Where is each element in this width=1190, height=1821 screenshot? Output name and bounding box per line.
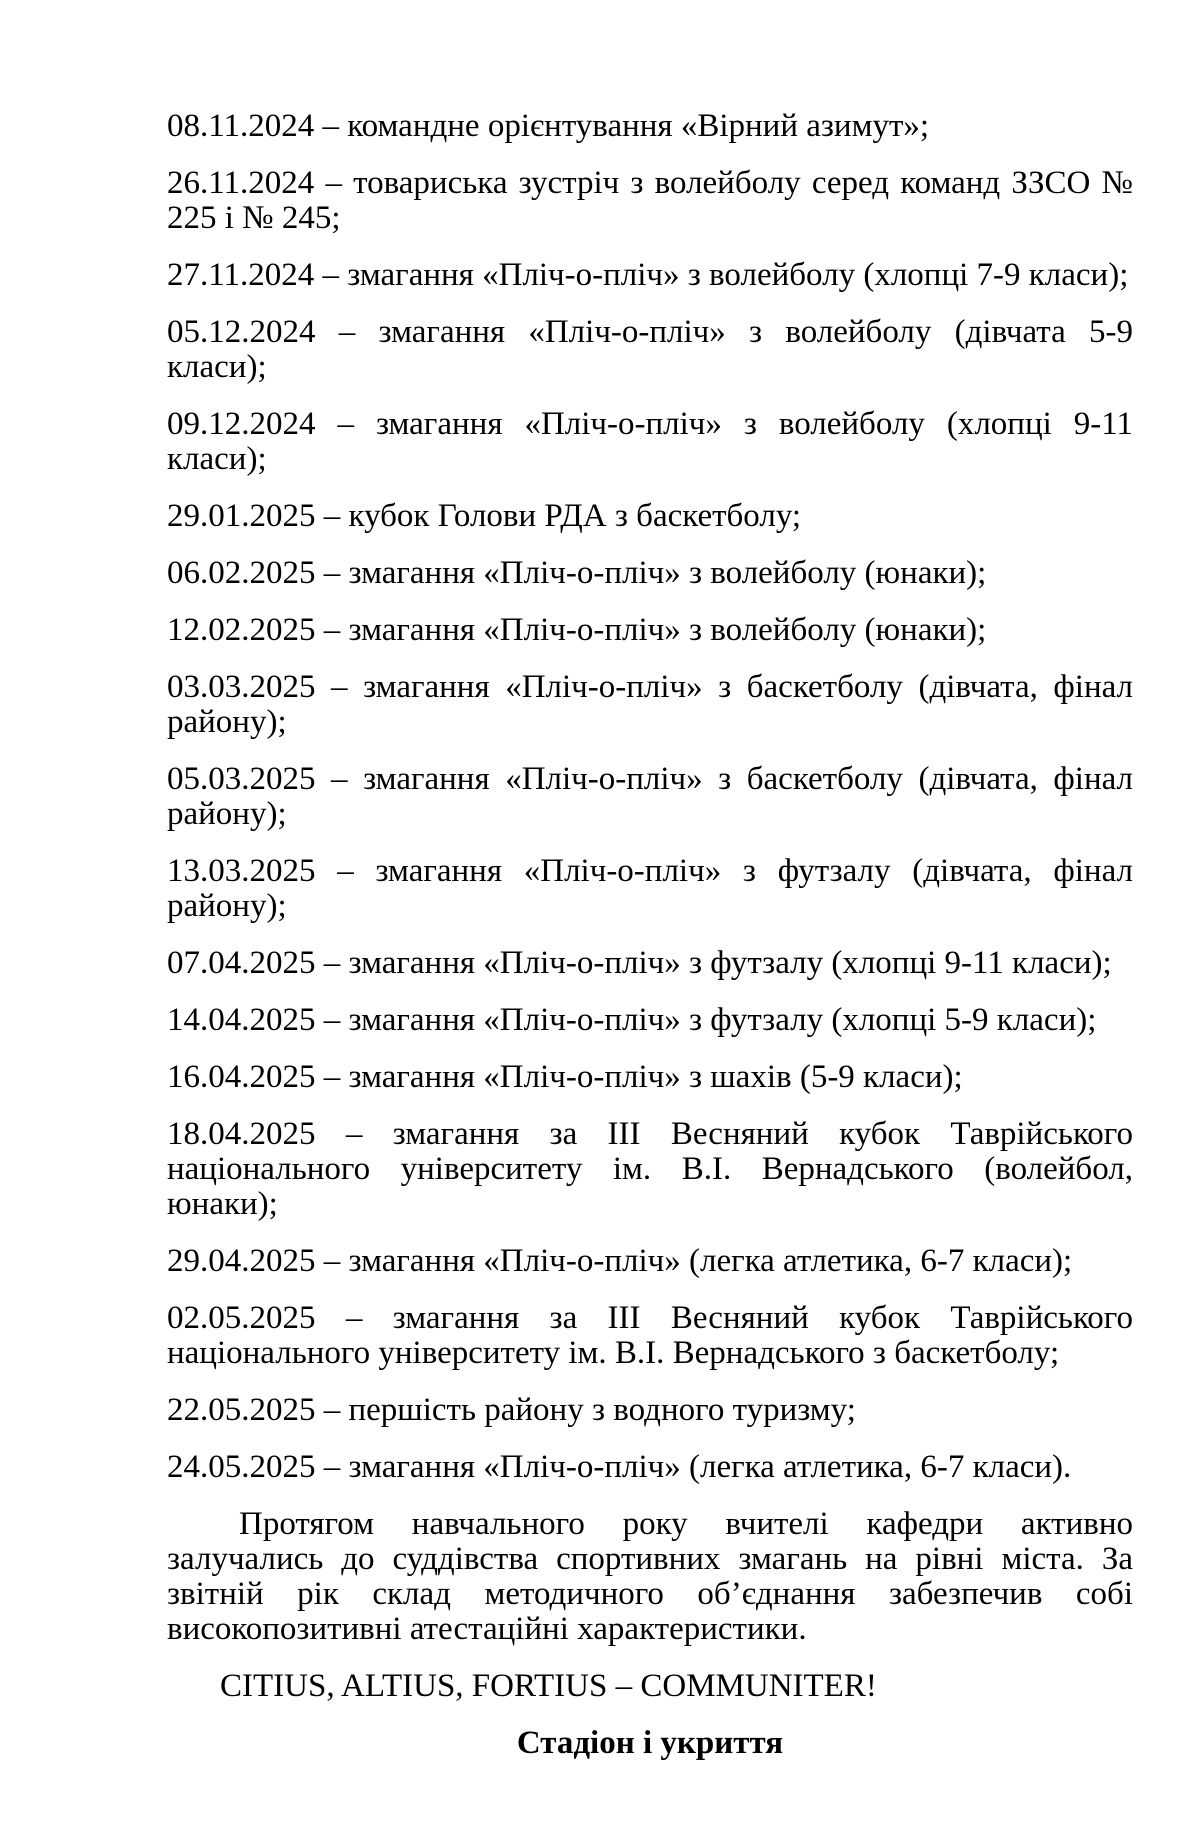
event-dash: – — [331, 761, 348, 797]
event-item — [167, 762, 1133, 832]
event-description: змагання за ІІІ Весняний кубок Таврійського національного університету ім. В.І. Вернадського (волейбол, юнаки); — [167, 1116, 1134, 1222]
event-date: 12.02.2025 — [167, 612, 316, 648]
event-item — [167, 1450, 1133, 1485]
event-item — [167, 854, 1133, 924]
closing-paragraph: Протягом навчального року вчителі кафедри активно залучались до суддівства спортивних змагань на рівні міста. За звітній рік склад методичного об’єднання забезпечив собі високопозитивні атестаційні характеристики. — [167, 1506, 1133, 1647]
event-dash: – — [322, 108, 340, 144]
event-date: 26.11.2024 — [167, 165, 315, 201]
event-description: змагання «Пліч-о-пліч» (легка атлетика, 6-7 класи). — [348, 1449, 1072, 1485]
event-description: першість району з водного туризму; — [348, 1392, 856, 1428]
event-description: змагання «Пліч-о-пліч» з шахів (5-9 класи); — [348, 1059, 963, 1095]
event-date: 13.03.2025 — [167, 853, 316, 889]
event-item — [167, 613, 1133, 648]
event-description: змагання «Пліч-о-пліч» з волейболу (юнаки); — [348, 612, 987, 648]
event-item — [167, 1117, 1133, 1222]
event-item — [167, 499, 1133, 534]
event-date: 27.11.2024 — [167, 257, 315, 293]
event-description: змагання «Пліч-о-пліч» (легка атлетика, 6-7 класи); — [348, 1243, 1073, 1279]
event-dash: – — [323, 1392, 341, 1428]
event-date: 07.04.2025 — [167, 945, 316, 981]
event-description: змагання «Пліч-о-пліч» з баскетболу (дівчата, фінал району); — [167, 669, 1134, 740]
event-date: 14.04.2025 — [167, 1002, 316, 1038]
event-description: кубок Голови РДА з баскетболу; — [348, 498, 802, 534]
event-date: 24.05.2025 — [167, 1449, 316, 1485]
event-dash: – — [323, 612, 341, 648]
event-dash: – — [345, 1300, 363, 1336]
motto-line: CITIUS, ALTIUS, FORTIUS – COMMUNITER! — [220, 1668, 877, 1704]
event-date: 03.03.2025 — [167, 669, 316, 705]
event-item — [167, 1244, 1133, 1279]
event-item — [167, 1003, 1133, 1038]
event-item — [167, 1060, 1133, 1095]
event-item — [167, 407, 1133, 477]
event-description: змагання «Пліч-о-пліч» з волейболу (юнаки); — [348, 555, 987, 591]
event-description: змагання «Пліч-о-пліч» з баскетболу (дівчата, фінал району); — [167, 761, 1134, 832]
event-item — [167, 109, 1133, 144]
event-description: змагання «Пліч-о-пліч» з волейболу (хлопці 7-9 класи); — [347, 257, 1129, 293]
event-date: 22.05.2025 — [167, 1392, 316, 1428]
event-item — [167, 166, 1133, 236]
event-dash: – — [322, 257, 340, 293]
event-item — [167, 946, 1133, 981]
event-dash: – — [323, 1449, 341, 1485]
event-date: 08.11.2024 — [167, 108, 315, 144]
event-dash: – — [323, 945, 341, 981]
event-description: командне орієнтування «Вірний азимут»; — [347, 108, 930, 144]
event-dash: – — [337, 406, 354, 442]
event-date: 02.05.2025 — [167, 1300, 316, 1336]
event-date: 05.03.2025 — [167, 761, 316, 797]
event-dash: – — [338, 314, 356, 350]
event-description: змагання за ІІІ Весняний кубок Таврійського національного університету ім. В.І. Вернадського з баскетболу; — [167, 1300, 1134, 1371]
event-dash: – — [323, 1243, 341, 1279]
event-dash: – — [325, 165, 342, 201]
event-date: 16.04.2025 — [167, 1059, 316, 1095]
event-dash: – — [323, 555, 341, 591]
event-description: змагання «Пліч-о-пліч» з футзалу (хлопці 9-11 класи); — [348, 945, 1112, 981]
event-description: змагання «Пліч-о-пліч» з волейболу (хлопці 9-11 класи); — [167, 406, 1134, 477]
event-description: змагання «Пліч-о-пліч» з футзалу (хлопці 5-9 класи); — [348, 1002, 1097, 1038]
event-dash: – — [323, 1059, 341, 1095]
event-date: 18.04.2025 — [167, 1116, 316, 1152]
event-item — [167, 1393, 1133, 1428]
event-dash: – — [345, 1116, 363, 1152]
events-list — [167, 109, 1133, 1485]
event-description: товариська зустріч з волейболу серед команд ЗЗСО № 225 і № 245; — [167, 165, 1133, 236]
event-item — [167, 315, 1133, 385]
event-description: змагання «Пліч-о-пліч» з футзалу (дівчата, фінал району); — [167, 853, 1133, 924]
section-heading: Стадіон і укриття — [516, 1725, 784, 1761]
event-dash: – — [331, 669, 348, 705]
event-date: 29.04.2025 — [167, 1243, 316, 1279]
event-date: 09.12.2024 — [167, 406, 316, 442]
event-dash: – — [323, 1002, 341, 1038]
event-item — [167, 1301, 1133, 1371]
event-dash: – — [337, 853, 354, 889]
event-item — [167, 556, 1133, 591]
event-item — [167, 258, 1133, 293]
event-date: 29.01.2025 — [167, 498, 316, 534]
event-description: змагання «Пліч-о-пліч» з волейболу (дівчата 5-9 класи); — [167, 314, 1134, 385]
event-item — [167, 670, 1133, 740]
event-date: 05.12.2024 — [167, 314, 316, 350]
event-date: 06.02.2025 — [167, 555, 316, 591]
event-dash: – — [323, 498, 341, 534]
